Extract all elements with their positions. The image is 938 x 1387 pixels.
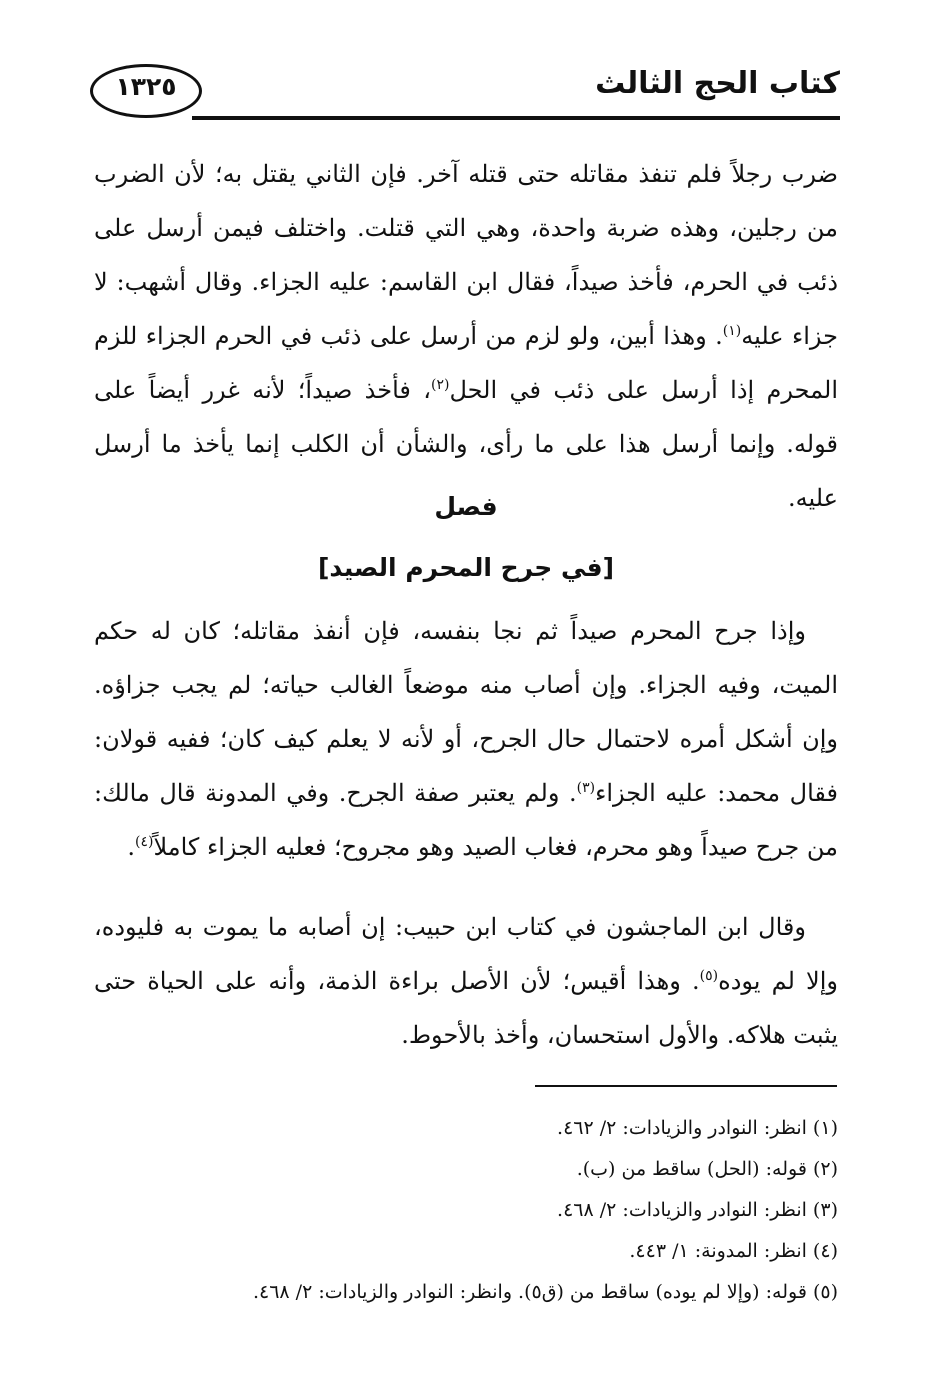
footnote-5: (٥) قوله: (وإلا لم يوده) ساقط من (ق٥). وانظر: النوادر والزيادات: ٢/ ٤٦٨. [252, 1281, 838, 1303]
paragraph-1 [94, 147, 838, 525]
footnote-1: (١) انظر: النوادر والزيادات: ٢/ ٤٦٢. [557, 1117, 838, 1139]
paragraph-1-text-a: ضرب رجلاً فلم تنفذ مقاتله حتى قتله آخر. فإن الثاني يقتل به؛ لأن الضرب من رجلين، وهذه ضربة واحدة، وهي التي قتلت. واختلف فيمن أرسل على ذئب في الحرم، فأخذ صيداً، فقال ابن القاسم: عليه الجزاء. وقال أشهب: لا جزاء عليه [94, 160, 838, 350]
footnote-4: (٤) انظر: المدونة: ١/ ٤٤٣. [629, 1240, 838, 1262]
footnote-ref-2: (٢) [431, 377, 450, 393]
footnote-2: (٢) قوله: (الحل) ساقط من (ب). [576, 1158, 838, 1180]
paragraph-3-text-b: . وهذا أقيس؛ لأن الأصل براءة الذمة، وأنه على الحياة حتى يثبت هلاكه. والأول استحسان، وأخذ بالأحوط. [94, 967, 838, 1049]
paragraph-2-text-c: . [127, 833, 135, 861]
page-header [88, 62, 840, 124]
footnote-ref-3: (٣) [576, 780, 596, 796]
paragraph-2-text-a: وإذا جرح المحرم صيداً ثم نجا بنفسه، فإن أنفذ مقاتله؛ كان له حكم الميت، وفيه الجزاء. وإن أصاب منه موضعاً الغالب حياته؛ لم يجب جزاؤه. وإن أشكل أمره لاحتمال حال الجرح، أو لأنه لا يعلم كيف كان؛ ففيه قولان: فقال محمد: عليه الجزاء [94, 617, 838, 807]
footnote-ref-5: (٥) [699, 968, 719, 984]
footnotes [200, 1108, 838, 1313]
paragraph-2 [94, 604, 838, 874]
section-subheading: [في جرح المحرم الصيد] [317, 553, 615, 582]
paragraph-2-text-b: . ولم يعتبر صفة الجرح. وفي المدونة قال مالك: من جرح صيداً وهو محرم، فغاب الصيد وهو مجروح؛ فعليه الجزاء كاملاً [94, 779, 838, 861]
footnote-ref-4: (٤) [134, 834, 154, 850]
paragraph-3 [94, 900, 838, 1062]
paragraph-1-text-b: . وهذا أبين، ولو لزم من أرسل على ذئب في الحرم الجزاء للزم المحرم إذا أرسل على ذئب في الحل [94, 322, 838, 404]
footnote-separator [535, 1085, 837, 1087]
paragraph-1-text-c: ، فأخذ صيداً؛ لأنه غرر أيضاً على قوله. وإنما أرسل هذا على ما رأى، والشأن أن الكلب إنما يأخذ ما أرسل عليه. [94, 376, 838, 512]
running-title: كتاب الحج الثالث [595, 66, 840, 101]
page-number: ١٣٢٥ [115, 72, 177, 101]
header-rule [192, 116, 840, 120]
paragraph-3-text-a: وقال ابن الماجشون في كتاب ابن حبيب: إن أصابه ما يموت به فليوده، وإلا لم يوده [94, 913, 838, 995]
footnote-3: (٣) انظر: النوادر والزيادات: ٢/ ٤٦٨. [557, 1199, 838, 1221]
section-heading: فصل [434, 492, 498, 521]
footnote-ref-1: (١) [722, 323, 742, 339]
